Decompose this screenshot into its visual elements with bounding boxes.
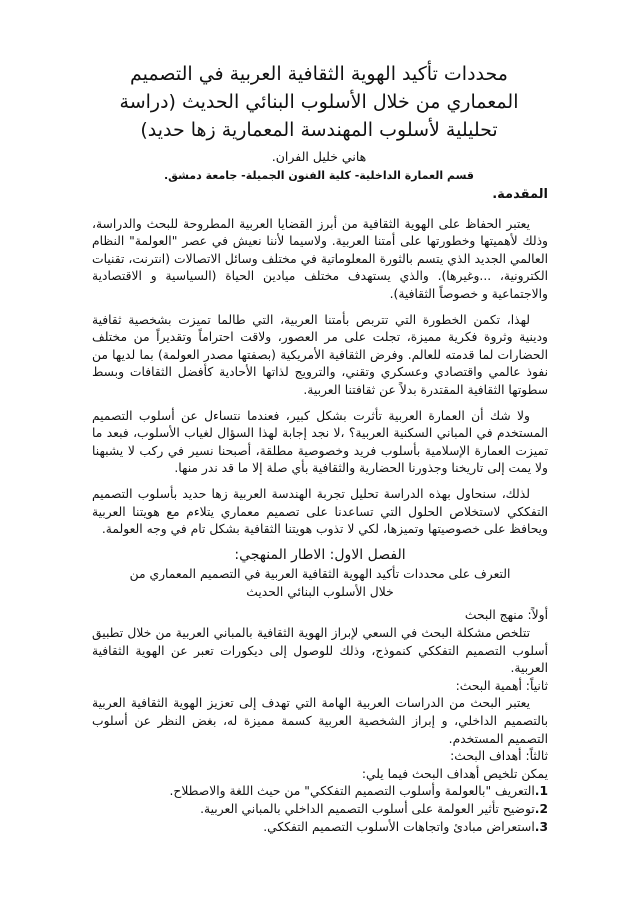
intro-paragraph-3: ولا شك أن العمارة العربية تأثرت بشكل كبير، فعندما نتساءل عن أسلوب التصميم المستخدم في المباني السكنية العربية؟ ،لا نجد إجابة لهذا السؤال لغياب الأسلوب، فبعد ما تميزت العمارة الإسلامية بأسلوب فريد وخصوصية مطلقة، أصبحنا نسير في ركب لا يشبهنا ولا يمت إلى تاريخنا وجذورنا الحضارية والثقافية بأي صلة إلا ما قد ندر منها. [92, 408, 548, 476]
goal-number: 3. [534, 819, 548, 834]
goal-item-1 [92, 783, 548, 801]
method-label: أولاً: منهج البحث [464, 608, 548, 623]
intro-paragraph-2: لهذا، تكمن الخطورة التي تتربص بأمتنا العربية، التي طالما تميزت بشخصية ثقافية ودينية وثروة فكرية مميزة، تجلت على مر العصور، ولاقت احتراماً وتقديراً من مختلف الحضارات لما قدمته للعالم. وفرض الثقافية الأمريكية (بصفتها مصدر العولمة) بما لديها من نفوذ عالمي واقتصادي وعسكري وتقني، والترويج لذاتها الأحادية كأفضل الثقافات وبسط سطوتها الثقافية المقتدرة بدلاً عن ثقافتنا العربية. [92, 312, 548, 397]
goal-text: التعريف "بالعولمة وأسلوب التصميم التفككي" من حيث اللغة والاصطلاح. [169, 784, 535, 799]
section-title: الفصل الاول: الاطار المنهجي: [234, 546, 406, 563]
goal-text: استعراض مبادئ واتجاهات الأسلوب التصميم التفككي. [263, 819, 535, 834]
importance-text: يعتبر البحث من الدراسات العربية الهامة التي تهدف إلى تعزيز الهوية الثقافية العربية بالتصميم الداخلي، و إبراز الشخصية العربية كسمة مميزة له، بغض النظر عن أسلوب التصميم المستخدم. [92, 696, 548, 746]
section-subtitle [92, 566, 548, 601]
goal-number: 1. [534, 784, 548, 799]
goal-item-2 [92, 801, 548, 819]
intro-heading: المقدمة. [492, 187, 548, 202]
intro-paragraph-1: يعتبر الحفاظ على الهوية الثقافية من أبرز القضايا العربية المطروحة للبحث والدراسة، وذلك لأهميتها وخطورتها على أمتنا العربية. ولاسيما لأننا نعيش في عصر "العولمة" النظام العالمي الجديد الذي يتسم بالثورة المعلوماتية في مختلف وسائل الاتصالات (انترنت، تقنيات الكترونية، ...وغيرها). والذي يستهدف مختلف ميادين الحياة (السياسية و الاقتصادية والاجتماعية و خصوصاً الثقافية). [92, 216, 548, 301]
section-subtitle-line-1: التعرف على محددات تأكيد الهوية الثقافية العربية في التصميم المعماري من [129, 567, 511, 582]
title-line-3: تحليلية لأسلوب المهندسة المعمارية زها حديد) [140, 119, 498, 141]
title-line-2: المعماري من خلال الأسلوب البنائي الحديث (دراسة [119, 91, 519, 113]
method-text: تتلخص مشكلة البحث في السعي لإبراز الهوية الثقافية بالمباني العربية من خلال تطبيق أسلوب التصميم التفككي كنموذج، وذلك للوصول إلى ديكورات تعبر عن الهوية الثقافية العربية. [92, 626, 548, 676]
section-subtitle-line-2: خلال الأسلوب البنائي الحديث [246, 584, 394, 599]
goal-item-3 [92, 819, 548, 837]
paper-title [80, 60, 558, 144]
intro-paragraph-4: لذلك، سنحاول بهذه الدراسة تحليل تجربة الهندسة العربية زها حديد بأسلوب التصميم التفككي لاستخلاص الحلول التي تساعدنا على تصميم معماري يتلاءم مع هويتنا العربية ويحافظ على خصوصيتها وتميزها، لكي لا تذوب هويتنا الثقافية بشكل تام في وجه العولمة. [92, 486, 548, 537]
paper-body [92, 186, 548, 836]
goals-intro: يمكن تلخيص أهداف البحث فيما يلي: [361, 766, 548, 781]
author-name: هاني خليل الفران. [271, 149, 367, 164]
author-affiliation: قسم العمارة الداخلية- كلية الفنون الجميلة- جامعة دمشق. [164, 169, 474, 182]
importance-label: ثانياً: أهمية البحث: [455, 678, 548, 693]
goal-text: توضيح تأثير العولمة على أسلوب التصميم الداخلي بالمباني العربية. [200, 802, 535, 816]
goals-label: ثالثاً: أهداف البحث: [450, 749, 548, 764]
goal-number: 2. [534, 802, 548, 816]
title-line-1: محددات تأكيد الهوية الثقافية العربية في التصميم [130, 63, 508, 85]
